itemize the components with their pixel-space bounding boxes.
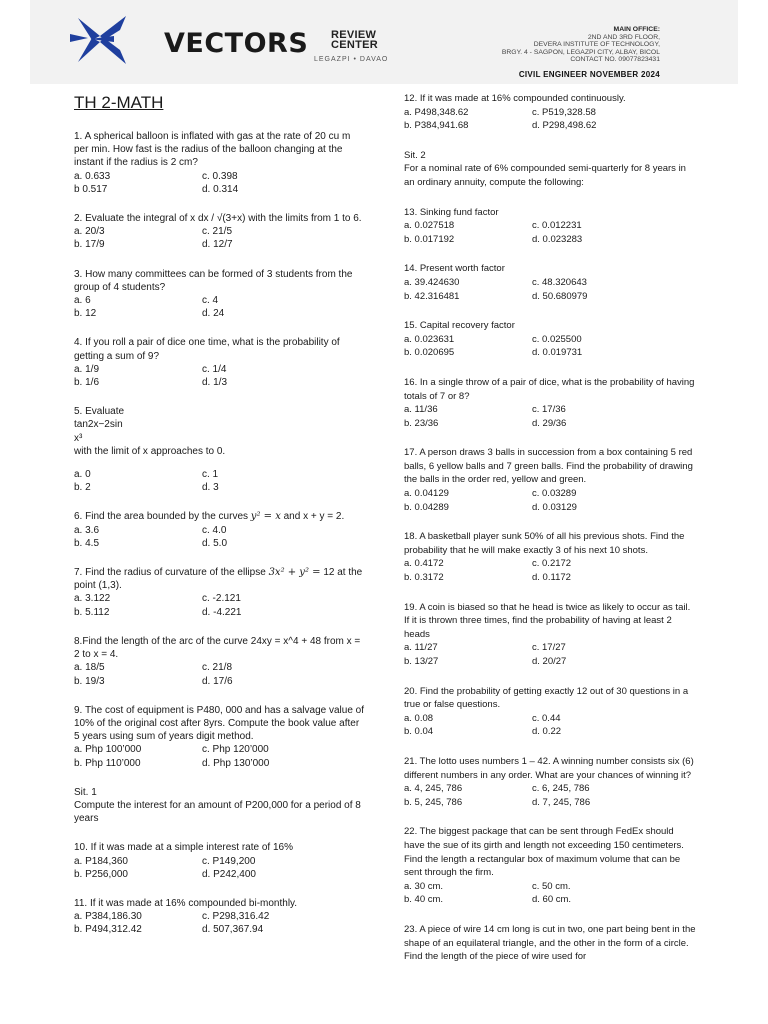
option-c: c. 1/4 bbox=[202, 363, 227, 375]
option-d: d. 0.1172 bbox=[532, 572, 571, 584]
question-15 bbox=[404, 319, 696, 360]
answer-options bbox=[404, 403, 696, 430]
situation-label: Sit. 2 bbox=[404, 149, 426, 161]
question-23 bbox=[404, 923, 696, 964]
office-line: 2ND AND 3RD FLOOR, bbox=[587, 33, 660, 41]
question-text bbox=[74, 405, 364, 418]
situation-label: Sit. 1 bbox=[74, 786, 97, 798]
option-b: b. 40 cm. bbox=[404, 894, 444, 906]
situation-2 bbox=[404, 149, 696, 190]
answer-options bbox=[404, 333, 696, 360]
question-18 bbox=[404, 530, 696, 584]
option-c: c. 6, 245, 786 bbox=[532, 783, 590, 795]
option-c: c. 4 bbox=[202, 295, 219, 307]
option-b: b. 4.5 bbox=[74, 537, 100, 549]
option-b: b. 42.316481 bbox=[404, 290, 460, 302]
question-19 bbox=[404, 601, 696, 669]
option-b: b 0.517 bbox=[74, 183, 108, 195]
brand-subtitle bbox=[331, 30, 378, 50]
option-d: d. 17/6 bbox=[202, 675, 233, 687]
option-b: b. 12 bbox=[74, 308, 97, 320]
option-d: d. Php 130’000 bbox=[202, 757, 270, 769]
fraction-denominator: x³ bbox=[74, 432, 83, 444]
answer-options bbox=[74, 363, 364, 389]
question-prefix: 7. Find the radius of curvature of the ellipse bbox=[74, 567, 266, 579]
question-4 bbox=[74, 336, 364, 389]
option-d: d. 0.314 bbox=[202, 183, 239, 195]
answer-options bbox=[404, 712, 696, 739]
option-b: b. Php 110’000 bbox=[74, 757, 141, 769]
question-text: 23. A piece of wire 14 cm long is cut in two, one part being bent in the shape of an equilateral triangle, and the other in the form of a circle. Find the length of the piece of wire used for bbox=[404, 923, 696, 963]
question-text: 20. Find the probability of getting exactly 12 out of 30 questions in a true or false questions. bbox=[404, 685, 689, 711]
question-14 bbox=[404, 262, 696, 303]
option-d: d. 1/3 bbox=[202, 377, 228, 389]
left-column bbox=[74, 92, 364, 953]
option-c: c. P519,328.58 bbox=[532, 106, 596, 118]
option-b: b. 5.112 bbox=[74, 606, 110, 618]
question-suffix: 12 at the point (1,3). bbox=[74, 567, 363, 592]
option-c: c. 48.320643 bbox=[532, 276, 587, 288]
option-c: c. 1 bbox=[202, 469, 219, 481]
question-suffix: with the limit of x approaches to 0. bbox=[74, 445, 226, 457]
question-suffix: and x + y = 2. bbox=[283, 511, 345, 523]
option-d: d. 29/36 bbox=[532, 417, 567, 429]
question-text: 4. If you roll a pair of dice one time, what is the probability of getting a sum of 9? bbox=[74, 337, 340, 362]
document-title: TH 2-MATH bbox=[74, 93, 164, 112]
question-text: 16. In a single throw of a pair of dice, what is the probability of having totals of 7 or 8? bbox=[404, 376, 695, 402]
question-20 bbox=[404, 685, 696, 739]
exam-title: CIVIL ENGINEER NOVEMBER 2024 bbox=[518, 70, 660, 79]
option-c: c. Php 120’000 bbox=[202, 744, 269, 756]
question-text: 10. If it was made at a simple interest rate of 16% bbox=[74, 842, 293, 854]
right-column bbox=[404, 92, 696, 980]
question-text: 14. Present worth factor bbox=[404, 263, 505, 275]
option-b: b. P494,312.42 bbox=[74, 924, 142, 936]
option-d: d. 5.0 bbox=[202, 537, 228, 549]
math-expression: y² = x bbox=[250, 511, 281, 523]
option-a: a. 0.027518 bbox=[404, 220, 455, 232]
vectors-logo-icon bbox=[70, 12, 160, 68]
option-c: c. 0.03289 bbox=[532, 488, 577, 500]
answer-options bbox=[404, 880, 696, 907]
option-a: a. 39.424630 bbox=[404, 276, 460, 288]
question-13 bbox=[404, 206, 696, 247]
answer-options bbox=[74, 910, 364, 936]
question-text: 3. How many committees can be formed of 3 students from the group of 4 students? bbox=[74, 268, 353, 293]
question-text: 8.Find the length of the arc of the curve 24xy = x^4 + 48 from x = 2 to x = 4. bbox=[74, 635, 361, 661]
question-text: 21. The lotto uses numbers 1 – 42. A winning number consists six (6) different numbers in any order. What are your chances of winning it? bbox=[404, 755, 694, 781]
question-text: 15. Capital recovery factor bbox=[404, 320, 515, 332]
option-d: d. 50.680979 bbox=[532, 290, 588, 302]
answer-options bbox=[74, 743, 364, 769]
option-d: d. 12/7 bbox=[202, 239, 233, 251]
option-a: a. 11/36 bbox=[404, 404, 438, 416]
option-c: c. P149,200 bbox=[202, 855, 256, 867]
option-a: a. 4, 245, 786 bbox=[404, 783, 463, 795]
answer-options bbox=[404, 219, 696, 246]
option-c: c. 50 cm. bbox=[532, 880, 571, 892]
option-b: b. 0.04289 bbox=[404, 501, 449, 513]
question-text bbox=[74, 510, 364, 523]
answer-options bbox=[74, 592, 364, 618]
question-5 bbox=[74, 405, 364, 494]
option-c: c. 0.025500 bbox=[532, 333, 582, 345]
question-11 bbox=[74, 897, 364, 937]
option-c: c. 0.012231 bbox=[532, 220, 582, 232]
option-a: a. 3.122 bbox=[74, 593, 111, 605]
question-text: 11. If it was made at 16% compounded bi-monthly. bbox=[74, 897, 298, 909]
option-a: a. P384,186.30 bbox=[74, 911, 142, 923]
question-text: 9. The cost of equipment is P480, 000 and has a salvage value of 10% of the original cost after 8yrs. Compute the book value after 5 years using sum of years digit method. bbox=[74, 704, 365, 743]
math-expression: 3x² + y² = bbox=[268, 567, 321, 579]
question-text: 22. The biggest package that can be sent through FedEx should have the sue of its girth and length not exceeding 150 centimeters. Find the length a rectangular box of maximum volume that can be sent through the firm. bbox=[404, 826, 684, 879]
option-c: c. 21/8 bbox=[202, 662, 233, 674]
option-d: d. 60 cm. bbox=[532, 894, 572, 906]
option-d: d. 507,367.94 bbox=[202, 924, 264, 936]
answer-options bbox=[74, 468, 364, 494]
option-c: c. 21/5 bbox=[202, 226, 233, 238]
main-office-info bbox=[502, 26, 660, 64]
option-a: a. 18/5 bbox=[74, 662, 105, 674]
option-a: a. 20/3 bbox=[74, 226, 105, 238]
question-text: 2. Evaluate the integral of x dx / √(3+x) with the limits from 1 to 6. bbox=[74, 213, 362, 225]
office-line: BRGY. 4 - SAGPON, LEGAZPI CITY, ALBAY, BICOL bbox=[501, 48, 660, 56]
question-text: 13. Sinking fund factor bbox=[404, 206, 499, 218]
option-c: c. P298,316.42 bbox=[202, 911, 270, 923]
answer-options bbox=[404, 276, 696, 303]
question-text: 1. A spherical balloon is inflated with gas at the rate of 20 cu m per min. How fast is the radius of the balloon changing at the instant if the radius is 2 cm? bbox=[74, 131, 351, 169]
question-text: 17. A person draws 3 balls in succession from a box containing 5 red balls, 6 yellow balls and 7 green balls. Find the probability of drawing the balls in the order red, yellow and green. bbox=[404, 447, 693, 486]
option-b: b. 2 bbox=[74, 482, 91, 494]
answer-options bbox=[74, 855, 364, 881]
answer-options bbox=[74, 661, 364, 687]
question-16 bbox=[404, 376, 696, 430]
question-2 bbox=[74, 212, 364, 252]
option-c: c. 0.44 bbox=[532, 712, 561, 724]
question-prefix: 6. Find the area bounded by the curves bbox=[74, 511, 249, 523]
option-a: a. 0.04129 bbox=[404, 488, 449, 500]
question-9 bbox=[74, 704, 364, 770]
option-c: c. -2.121 bbox=[202, 593, 241, 605]
option-d: d. -4.221 bbox=[202, 606, 242, 618]
question-text bbox=[74, 566, 364, 592]
option-c: c. 4.0 bbox=[202, 524, 227, 536]
question-22 bbox=[404, 825, 696, 907]
office-line: CONTACT NO. 09077823431 bbox=[570, 56, 660, 64]
option-d: d. 3 bbox=[202, 482, 219, 494]
fraction-numerator: tan2x−2sin bbox=[74, 419, 123, 431]
option-d: d. 0.019731 bbox=[532, 347, 583, 359]
option-d: d. 0.03129 bbox=[532, 501, 577, 513]
option-d: d. P298,498.62 bbox=[532, 120, 597, 132]
option-b: b. 23/36 bbox=[404, 417, 439, 429]
question-6 bbox=[74, 510, 364, 550]
option-a: a. P184,360 bbox=[74, 855, 128, 867]
option-b: b. 19/3 bbox=[74, 675, 105, 687]
option-d: d. 20/27 bbox=[532, 656, 567, 667]
option-c: c. 0.398 bbox=[202, 170, 238, 182]
option-b: b. 13/27 bbox=[404, 656, 439, 667]
answer-options bbox=[74, 524, 364, 550]
question-17 bbox=[404, 446, 696, 514]
answer-options bbox=[404, 106, 696, 133]
option-a: a. Php 100’000 bbox=[74, 744, 142, 756]
question-text: 19. A coin is biased so that he head is twice as likely to occur as tail. If it is thrown three times, find the probability of having at least 2 heads bbox=[404, 601, 691, 640]
option-b: b. 5, 245, 786 bbox=[404, 796, 463, 808]
question-prefix: 5. Evaluate bbox=[74, 406, 125, 418]
option-a: a. 6 bbox=[74, 295, 91, 307]
option-d: d. 0.22 bbox=[532, 726, 562, 738]
brand-sub-center: CENTER bbox=[331, 39, 379, 51]
answer-options bbox=[404, 557, 696, 584]
option-a: a. 0 bbox=[74, 469, 91, 481]
option-a: a. 0.633 bbox=[74, 170, 111, 182]
option-b: b. 0.017192 bbox=[404, 233, 455, 245]
question-12 bbox=[404, 92, 696, 133]
option-b: b. 0.3172 bbox=[404, 572, 444, 584]
question-text: 18. A basketball player sunk 50% of all his previous shots. Find the probability that he will make exactly 3 of his next 10 shots. bbox=[404, 531, 685, 556]
office-line: DEVERA INSTITUTE OF TECHNOLOGY, bbox=[533, 41, 660, 49]
option-c: c. 17/27 bbox=[532, 642, 566, 654]
option-c: c. 17/36 bbox=[532, 404, 566, 416]
question-8 bbox=[74, 635, 364, 688]
option-d: d. 7, 245, 786 bbox=[532, 796, 591, 808]
situation-text: Compute the interest for an amount of P200,000 for a period of 8 years bbox=[74, 799, 361, 825]
page-header bbox=[30, 0, 738, 84]
answer-options bbox=[404, 487, 696, 514]
office-title: MAIN OFFICE: bbox=[613, 26, 660, 33]
question-1 bbox=[74, 130, 364, 196]
option-a: a. 11/27 bbox=[404, 642, 438, 654]
brand-location: LEGAZPI • DAVAO bbox=[314, 56, 389, 63]
question-3 bbox=[74, 268, 364, 321]
situation-text: For a nominal rate of 6% compounded semi-quarterly for 8 years in an ordinary annuity, compute the following: bbox=[404, 163, 686, 188]
option-b: b. 0.04 bbox=[404, 726, 434, 738]
option-d: d. P242,400 bbox=[202, 868, 256, 880]
option-a: a. 3.6 bbox=[74, 524, 100, 536]
option-a: a. P498,348.62 bbox=[404, 106, 469, 118]
option-a: a. 0.4172 bbox=[404, 558, 444, 570]
answer-options bbox=[74, 225, 364, 251]
question-7 bbox=[74, 566, 364, 619]
option-b: b. 1/6 bbox=[74, 377, 100, 389]
option-a: a. 0.023631 bbox=[404, 333, 455, 345]
brand-name: VECTORS bbox=[164, 28, 309, 59]
option-b: b. P256,000 bbox=[74, 868, 128, 880]
answer-options bbox=[74, 294, 364, 320]
option-a: a. 30 cm. bbox=[404, 880, 444, 892]
answer-options bbox=[74, 170, 364, 196]
question-text: 12. If it was made at 16% compounded continuously. bbox=[404, 93, 626, 104]
option-d: d. 0.023283 bbox=[532, 233, 583, 245]
answer-options bbox=[404, 641, 696, 668]
option-a: a. 0.08 bbox=[404, 712, 434, 724]
question-10 bbox=[74, 841, 364, 881]
brand-sub-review: REVIEW bbox=[331, 29, 377, 41]
situation-1 bbox=[74, 786, 364, 826]
option-b: b. P384,941.68 bbox=[404, 120, 469, 132]
option-c: c. 0.2172 bbox=[532, 558, 572, 570]
option-b: b. 0.020695 bbox=[404, 347, 455, 359]
option-a: a. 1/9 bbox=[74, 363, 100, 375]
question-21 bbox=[404, 755, 696, 809]
option-d: d. 24 bbox=[202, 308, 225, 320]
option-b: b. 17/9 bbox=[74, 239, 105, 251]
answer-options bbox=[404, 782, 696, 809]
